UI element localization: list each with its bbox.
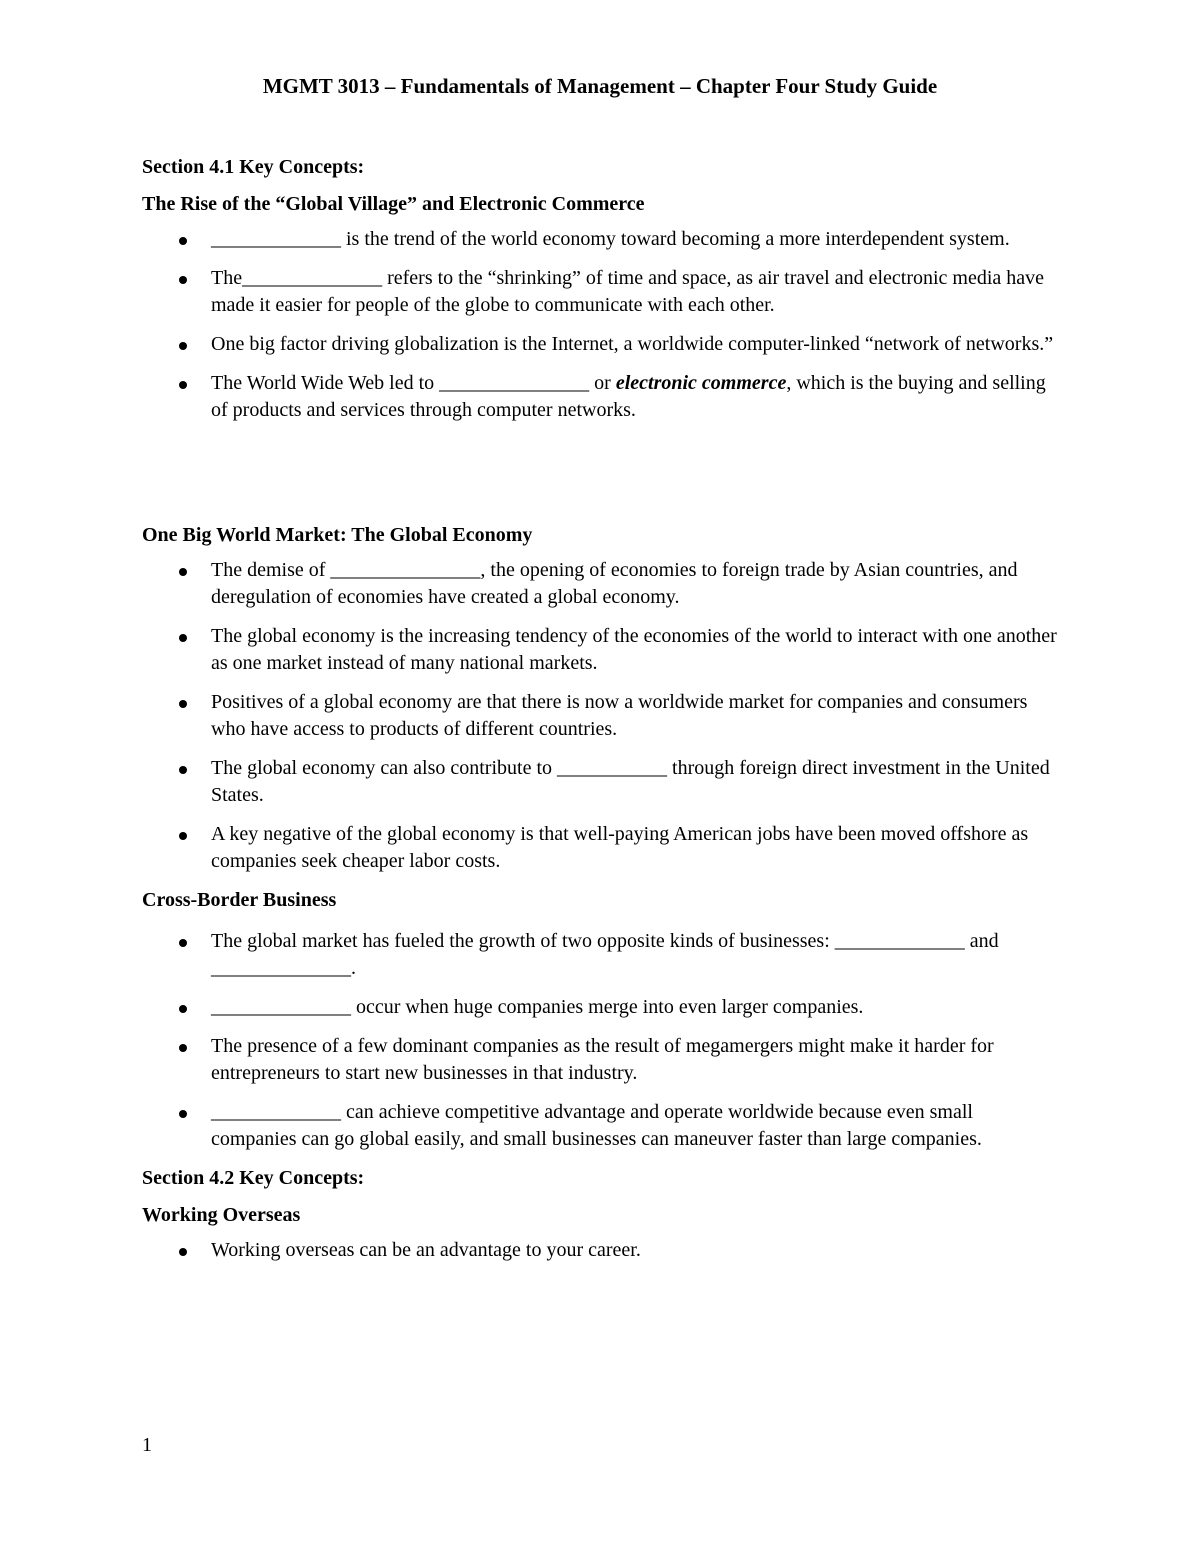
list-item: [142, 557, 1062, 611]
list-item-text: The demise of _______________, the opening of economies to foreign trade by Asian countries, and deregulation of economies have created a global economy.: [211, 559, 1018, 608]
list-item-text-post: , which is the buying and selling of products and services through computer networks.: [211, 372, 1046, 421]
emphasized-term: electronic commerce: [615, 372, 787, 394]
list-item: [142, 370, 1062, 424]
list-item: [142, 689, 1062, 743]
list-item-text: The global market has fueled the growth of two opposite kinds of businesses: _____________ and ______________.: [211, 930, 999, 979]
list-item-text: One big factor driving globalization is the Internet, a worldwide computer-linked “network of networks.”: [211, 333, 1054, 355]
cross-border-list: [142, 928, 1062, 1153]
list-item-text: The global economy is the increasing tendency of the economies of the world to interact with one another as one market instead of many national markets.: [211, 625, 1057, 674]
global-village-list: [142, 226, 1062, 424]
cross-border-heading: Cross-Border Business: [142, 889, 337, 911]
page-number: 1: [142, 1434, 152, 1456]
list-item-text: Positives of a global economy are that there is now a worldwide market for companies and consumers who have access to products of different countries.: [211, 691, 1028, 740]
list-item: [142, 928, 1062, 982]
list-item: [142, 1099, 1062, 1153]
bullet-icon: [179, 1005, 187, 1013]
list-item-text: A key negative of the global economy is that well-paying American jobs have been moved offshore as companies seek cheaper labor costs.: [211, 823, 1029, 872]
list-item-text: The global economy can also contribute to ___________ through foreign direct investment in the United States.: [211, 757, 1050, 806]
global-economy-heading: One Big World Market: The Global Economy: [142, 524, 533, 546]
list-item: [142, 1033, 1062, 1087]
bullet-icon: [179, 1044, 187, 1052]
spacer: [142, 436, 1062, 522]
working-overseas-list: [142, 1237, 1062, 1264]
section-4-1-label: Section 4.1 Key Concepts:: [142, 156, 365, 178]
bullet-icon: [179, 568, 187, 576]
list-item: [142, 821, 1062, 875]
list-item-text: ______________ occur when huge companies merge into even larger companies.: [211, 996, 864, 1018]
bullet-icon: [179, 939, 187, 947]
list-item: [142, 994, 1062, 1021]
list-item-text-pre: The World Wide Web led to _______________ or: [211, 372, 616, 394]
bullet-icon: [179, 276, 187, 284]
section-4-2-label: Section 4.2 Key Concepts:: [142, 1167, 365, 1189]
global-village-heading: The Rise of the “Global Village” and Electronic Commerce: [142, 193, 645, 215]
global-economy-list: [142, 557, 1062, 875]
list-item: [142, 755, 1062, 809]
bullet-icon: [179, 381, 187, 389]
document-body: [142, 154, 1062, 1276]
list-item-text: The______________ refers to the “shrinking” of time and space, as air travel and electronic media have made it easier for people of the globe to communicate with each other.: [211, 267, 1045, 316]
list-item: [142, 623, 1062, 677]
working-overseas-heading: Working Overseas: [142, 1204, 301, 1226]
list-item-text: The presence of a few dominant companies as the result of megamergers might make it harder for entrepreneurs to start new businesses in that industry.: [211, 1035, 994, 1084]
list-item-text: _____________ can achieve competitive advantage and operate worldwide because even small companies can go global easily, and small businesses can maneuver faster than large companies.: [211, 1101, 982, 1150]
list-item-text: Working overseas can be an advantage to your career.: [211, 1239, 641, 1261]
list-item: [142, 1237, 1062, 1264]
bullet-icon: [179, 237, 187, 245]
bullet-icon: [179, 766, 187, 774]
bullet-icon: [179, 634, 187, 642]
bullet-icon: [179, 1110, 187, 1118]
bullet-icon: [179, 342, 187, 350]
bullet-icon: [179, 700, 187, 708]
bullet-icon: [179, 832, 187, 840]
bullet-icon: [179, 1248, 187, 1256]
list-item: [142, 265, 1062, 319]
list-item: [142, 331, 1062, 358]
list-item: [142, 226, 1062, 253]
list-item-text: _____________ is the trend of the world economy toward becoming a more interdependent system.: [211, 228, 1010, 250]
document-title: MGMT 3013 – Fundamentals of Management – Chapter Four Study Guide: [262, 74, 938, 98]
